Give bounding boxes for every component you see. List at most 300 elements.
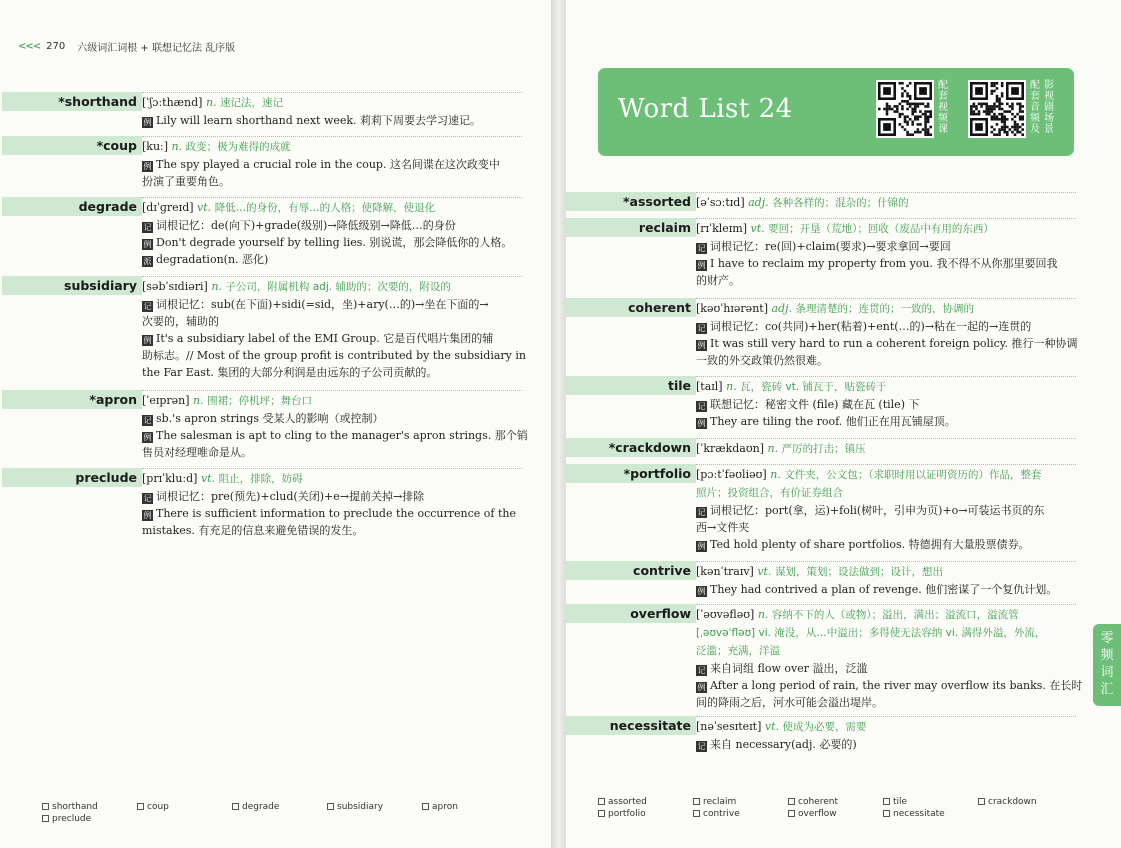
entry-line-text: After a long period of rain, the river may overflow its banks. 在长时 (710, 679, 1083, 692)
qr-module (896, 108, 899, 111)
qr-module (1003, 118, 1006, 121)
qr-module (893, 110, 896, 113)
part-of-speech: n. (211, 280, 226, 293)
part-of-speech: vt. (750, 222, 769, 235)
qr-module (901, 95, 904, 98)
qr-module (988, 110, 991, 113)
definition: 政变；极为难得的成就 (185, 141, 291, 153)
entry-line (696, 318, 1076, 335)
qr-module (1001, 85, 1004, 88)
qr-module (985, 110, 988, 113)
page-number: 270 (46, 41, 66, 52)
entry-line-text: 词根记忆：pre(预先)+clud(关闭)+e→提前关掉→排除 (156, 490, 425, 503)
definition: 谋划，策划；设法做到；设计，想出 (774, 566, 943, 578)
qr-module (911, 108, 914, 111)
entry-line-text: 扮演了重要角色。 (142, 175, 230, 188)
qr-module (991, 90, 994, 93)
qr-module (998, 108, 1001, 111)
qr-label-char: 视 (938, 102, 948, 113)
qr-module (911, 110, 914, 113)
qr-module (1021, 128, 1024, 131)
pronunciation: [ˈʃɔːthænd] (142, 96, 206, 109)
qr-module (1003, 121, 1006, 124)
example-tag-icon: 例 (697, 261, 706, 270)
pronunciation: [kuː] (142, 140, 172, 153)
headword[interactable]: necessitate (609, 718, 691, 733)
headword[interactable]: degrade (78, 199, 137, 214)
entry-line (142, 313, 522, 330)
qr-module (988, 108, 991, 111)
qr-module (909, 95, 912, 98)
memory-tag-icon: 记 (143, 302, 152, 311)
part-of-speech: n. (205, 96, 221, 109)
qr-module (991, 110, 994, 113)
qr-module (906, 123, 909, 126)
entry-line (142, 112, 522, 129)
memory-tag-icon: 记 (143, 416, 152, 425)
qr-module (906, 95, 909, 98)
qr-module (1014, 123, 1017, 126)
headword[interactable]: *apron (89, 392, 137, 407)
qr-module (970, 108, 973, 111)
vocab-entry (0, 197, 522, 268)
qr-module (906, 103, 909, 106)
headword[interactable]: *crackdown (608, 440, 691, 455)
entry-line-text: 次要的，辅助的 (142, 315, 219, 328)
entry-line (142, 505, 522, 522)
qr-module (985, 105, 988, 108)
qr-module (919, 87, 927, 95)
qr-module (988, 113, 991, 116)
headword[interactable]: *shorthand (58, 94, 137, 109)
qr-module (917, 131, 920, 134)
checkbox[interactable] (978, 798, 985, 805)
qr-module (1006, 118, 1009, 121)
entry-line (696, 519, 1076, 536)
qr-module (904, 115, 907, 118)
vocab-entry (0, 468, 522, 539)
entry-body (142, 276, 526, 381)
headword-column (566, 561, 696, 581)
entry-headline (696, 378, 1076, 396)
part-of-speech: n. (757, 608, 772, 621)
entry-line-text: The spy played a crucial role in the coup. 这名间谍在这次政变中 (156, 158, 500, 171)
part-of-speech: n. (770, 468, 785, 481)
checklist-label: shorthand (52, 802, 98, 812)
qr-module (1019, 118, 1022, 121)
qr-module (896, 105, 899, 108)
qr-module (998, 118, 1001, 121)
entry-line (142, 522, 522, 539)
checklist-item[interactable] (788, 809, 837, 819)
headword[interactable]: reclaim (638, 220, 691, 235)
section-side-tab (1093, 624, 1121, 706)
checklist-item[interactable] (42, 814, 91, 824)
part-of-speech: adj. (748, 196, 773, 209)
qr-module (904, 100, 907, 103)
vocab-entry (566, 298, 1076, 369)
entry-body (142, 390, 528, 461)
qr-module (917, 103, 920, 106)
pronunciation: [ˈeɪprən] (142, 394, 194, 407)
entry-line (142, 296, 522, 313)
entry-body (696, 716, 1076, 753)
qr-module (1016, 131, 1019, 134)
vocab-entry (566, 376, 1076, 430)
qr-module (911, 123, 914, 126)
headword[interactable]: *assorted (622, 194, 691, 209)
checkbox[interactable] (788, 798, 795, 805)
vocab-entry (0, 390, 528, 461)
qr-module (924, 128, 927, 131)
headword-column (566, 192, 696, 212)
entry-headline (696, 718, 1076, 736)
checklist-item[interactable] (978, 797, 1037, 807)
headword-column (0, 197, 142, 217)
entry-line-text: mistakes. 有充足的信息来避免错误的发生。 (142, 524, 364, 537)
qr-module (993, 82, 996, 85)
checklist-item[interactable] (883, 809, 945, 819)
qr-module (909, 103, 912, 106)
checkbox[interactable] (327, 803, 334, 810)
qr-module (993, 113, 996, 116)
qr-module (927, 121, 930, 124)
qr-module (909, 133, 912, 136)
qr-module (899, 113, 902, 116)
qr-module (985, 103, 988, 106)
qr-module (991, 118, 994, 121)
entry-line-text: 间的降雨之后，河水可能会溢出堤岸。 (696, 696, 883, 709)
checkbox[interactable] (422, 803, 429, 810)
qr-module (1021, 123, 1024, 126)
pronunciation: [prɪˈkluːd] (142, 472, 201, 485)
entry-line-text: Lily will learn shorthand next week. 莉莉下周要去学习速记。 (156, 114, 482, 127)
qr-module (1016, 123, 1019, 126)
qr-module (993, 118, 996, 121)
checkbox[interactable] (598, 810, 605, 817)
qr-module (906, 108, 909, 111)
checkbox[interactable] (693, 810, 700, 817)
qr-label-char: 配 (1030, 80, 1040, 91)
qr-module (973, 105, 976, 108)
qr-module (1016, 103, 1019, 106)
qr-module (980, 105, 983, 108)
qr-module (996, 97, 999, 100)
checklist-item[interactable] (693, 797, 736, 807)
example-tag-icon: 例 (697, 683, 706, 692)
qr-module (909, 82, 912, 85)
definition: 阻止，排除，妨碍 (218, 473, 303, 485)
qr-module (901, 92, 904, 95)
qr-module (998, 133, 1001, 136)
qr-module (914, 105, 917, 108)
qr-module (978, 110, 981, 113)
entry-body (142, 197, 522, 268)
entry-headline (142, 278, 522, 296)
checklist-item[interactable] (137, 802, 169, 812)
pronunciation: [nəˈsesɪteɪt] (696, 720, 765, 733)
qr-module (906, 121, 909, 124)
qr-module (996, 115, 999, 118)
checklist-item[interactable] (693, 809, 740, 819)
vocab-entry (0, 276, 526, 381)
qr-label-char: 套 (1030, 91, 1040, 102)
part-of-speech: adj. (771, 302, 796, 315)
qr-module (917, 115, 920, 118)
entry-headline (142, 94, 522, 112)
qr-label-audio (1030, 80, 1042, 135)
checklist-label: degrade (242, 802, 280, 812)
checkbox[interactable] (42, 815, 49, 822)
qr-module (927, 103, 930, 106)
definition: 容纳不下的人（或物）；溢出，满出；溢流口，溢流管 (771, 609, 1019, 621)
checklist-label: necessitate (893, 809, 945, 819)
headword-column (566, 438, 696, 458)
part-of-speech: vt. (197, 201, 215, 214)
qr-module (1011, 113, 1014, 116)
qr-module (924, 118, 927, 121)
side-tab-label: 零 频 词 汇 (1100, 631, 1114, 697)
qr-module (993, 90, 996, 93)
checkbox[interactable] (232, 803, 239, 810)
vocab-entry (0, 136, 522, 190)
qr-module (988, 105, 991, 108)
entry-line-text: It's a subsidiary label of the EMI Group. 它是百代唱片集团的辅 (156, 332, 494, 345)
qr-label-char: 频 (1030, 113, 1040, 124)
qr-module (1016, 128, 1019, 131)
right-page (566, 0, 1121, 848)
qr-module (973, 110, 976, 113)
qr-module (1003, 123, 1006, 126)
qr-module (922, 128, 925, 131)
qr-module (911, 121, 914, 124)
audio-qr-code-icon[interactable] (968, 80, 1026, 138)
checklist-label: apron (432, 802, 458, 812)
entry-line-text: degradation(n. 恶化) (156, 253, 269, 266)
qr-module (896, 110, 899, 113)
qr-module (973, 103, 976, 106)
qr-label-char: 影 (1044, 80, 1054, 91)
qr-module (1021, 115, 1024, 118)
headword[interactable]: preclude (75, 470, 137, 485)
qr-module (883, 87, 891, 95)
qr-module (1006, 133, 1009, 136)
qr-module (906, 115, 909, 118)
checkbox[interactable] (598, 798, 605, 805)
entry-line-text: Ted hold plenty of share portfolios. 特德拥有大量股票债券。 (710, 538, 1030, 551)
example-tag-icon: 例 (143, 118, 152, 127)
video-qr-code-icon[interactable] (876, 80, 934, 138)
checklist-label: preclude (52, 814, 92, 824)
checklist-item[interactable] (788, 797, 838, 807)
qr-module (922, 103, 925, 106)
entry-headline (142, 138, 522, 156)
checkbox[interactable] (883, 810, 890, 817)
qr-module (996, 82, 999, 85)
qr-module (1016, 113, 1019, 116)
pronunciation: [dɪˈɡreɪd] (142, 201, 198, 214)
headword[interactable]: coherent (628, 300, 691, 315)
checklist-item[interactable] (42, 802, 98, 812)
qr-label-scene (1044, 80, 1056, 135)
checklist-item[interactable] (232, 802, 279, 812)
qr-module (1009, 128, 1012, 131)
qr-module (886, 105, 889, 108)
entry-line-text: 售员对经理唯命是从。 (142, 446, 252, 459)
memory-tag-icon: 记 (697, 324, 706, 333)
prev-arrows-icon[interactable]: <<< (18, 41, 41, 52)
entry-body (142, 468, 522, 539)
headword[interactable]: *coup (96, 138, 137, 153)
qr-module (906, 133, 909, 136)
headword[interactable]: subsidiary (64, 278, 137, 293)
qr-module (1009, 110, 1012, 113)
checklist-item[interactable] (598, 809, 646, 819)
example-tag-icon: 例 (697, 419, 706, 428)
qr-module (975, 123, 983, 131)
qr-module (922, 113, 925, 116)
entry-headline (696, 440, 1076, 458)
qr-module (929, 110, 932, 113)
qr-module (888, 108, 891, 111)
qr-module (883, 123, 891, 131)
headword[interactable]: tile (667, 378, 691, 393)
entry-line-text: 联想记忆：秘密文件 (file) 藏在瓦 (tile) 下 (710, 398, 920, 411)
example-tag-icon: 例 (143, 433, 152, 442)
headword[interactable]: contrive (633, 563, 691, 578)
entry-line (142, 410, 522, 427)
checklist-label: tile (893, 797, 908, 807)
checklist-item[interactable] (422, 802, 458, 812)
entry-headline (696, 563, 1076, 581)
entry-line (142, 488, 522, 505)
qr-module (929, 115, 932, 118)
qr-label-char: 场 (1044, 113, 1054, 124)
entry-line (696, 396, 1076, 413)
qr-module (919, 131, 922, 134)
qr-module (991, 115, 994, 118)
qr-module (1021, 133, 1024, 136)
qr-module (1001, 121, 1004, 124)
qr-label-char: 景 (1044, 124, 1054, 135)
checklist-item[interactable] (883, 797, 907, 807)
part-of-speech: n. (193, 394, 208, 407)
entry-line-text: 西→文件夹 (696, 521, 750, 534)
pronunciation: [taɪl] (696, 380, 727, 393)
qr-module (1014, 126, 1017, 129)
headword[interactable]: *portfolio (623, 466, 691, 481)
entry-body (696, 604, 1083, 711)
qr-module (998, 128, 1001, 131)
qr-module (914, 103, 917, 106)
memory-tag-icon: 记 (697, 508, 706, 517)
qr-module (991, 92, 994, 95)
qr-module (904, 128, 907, 131)
qr-module (1011, 87, 1019, 95)
definition: 瓦，瓷砖 vt. 铺瓦于，贴瓷砖于 (740, 381, 887, 393)
qr-label-char: 套 (938, 91, 948, 102)
qr-module (886, 113, 889, 116)
qr-module (901, 87, 904, 90)
qr-module (886, 103, 889, 106)
checkbox[interactable] (137, 803, 144, 810)
qr-module (909, 105, 912, 108)
qr-module (1001, 103, 1004, 106)
checklist-label: contrive (703, 809, 740, 819)
entry-body (696, 376, 1076, 430)
memory-tag-icon: 记 (143, 494, 152, 503)
qr-module (1011, 105, 1014, 108)
vocab-entry (566, 464, 1076, 553)
qr-module (1019, 103, 1022, 106)
qr-module (911, 133, 914, 136)
checkbox[interactable] (883, 798, 890, 805)
qr-module (924, 110, 927, 113)
headword-column (566, 464, 696, 484)
qr-module (1019, 115, 1022, 118)
qr-module (1003, 110, 1006, 113)
entry-headline (142, 199, 522, 217)
vocab-entry (566, 438, 1076, 458)
qr-module (886, 110, 889, 113)
word-list-title: Word List 24 (618, 94, 793, 124)
pronunciation: [səbˈsɪdiəri] (142, 280, 212, 293)
checkbox[interactable] (693, 798, 700, 805)
pronunciation: [kəʊˈhɪərənt] (696, 302, 772, 315)
qr-module (901, 82, 904, 85)
qr-module (970, 105, 973, 108)
entry-line (696, 484, 1076, 502)
checkbox[interactable] (788, 810, 795, 817)
qr-module (899, 103, 902, 106)
checklist-item[interactable] (598, 797, 647, 807)
entry-line (142, 347, 526, 364)
headword[interactable]: overflow (630, 606, 691, 621)
qr-module (883, 108, 886, 111)
qr-module (998, 100, 1001, 103)
entry-line-text: 来自词组 flow over 溢出，泛滥 (710, 662, 868, 675)
headword-column (0, 92, 142, 112)
definition: 围裙；停机坪；舞台口 (207, 395, 313, 407)
qr-module (1014, 121, 1017, 124)
qr-module (973, 113, 976, 116)
checklist-item[interactable] (327, 802, 383, 812)
entry-line-text: It was still very hard to run a coherent foreign policy. 推行一种协调 (710, 337, 1078, 350)
qr-module (919, 103, 922, 106)
part-of-speech: vt. (757, 565, 775, 578)
definition: 严厉的打击；镇压 (781, 443, 866, 455)
entry-line-text: [ˌəʊvəˈfləʊ] vi. 淹没，从…中溢出；多得使无法容纳 vi. 满得外溢，外流， (696, 627, 1046, 639)
qr-module (927, 110, 930, 113)
example-tag-icon: 例 (697, 542, 706, 551)
qr-label-char: 配 (938, 80, 948, 91)
derivative-tag-icon: 派 (143, 257, 152, 266)
qr-module (911, 103, 914, 106)
entry-line-text: 词根记忆：port(拿，运)+foli(树叶，引申为页)+o→可装运书页的东 (710, 504, 1045, 517)
qr-module (975, 108, 978, 111)
qr-module (1011, 126, 1014, 129)
entry-body (696, 298, 1076, 369)
checklist-label: subsidiary (337, 802, 384, 812)
qr-module (970, 110, 973, 113)
entry-headline (696, 466, 1076, 484)
definition: 各种各样的；混杂的；什锦的 (772, 197, 909, 209)
checkbox[interactable] (42, 803, 49, 810)
qr-module (909, 97, 912, 100)
qr-module (919, 110, 922, 113)
pronunciation: [pɔːtˈfəʊliəʊ] (696, 468, 771, 481)
qr-module (996, 105, 999, 108)
